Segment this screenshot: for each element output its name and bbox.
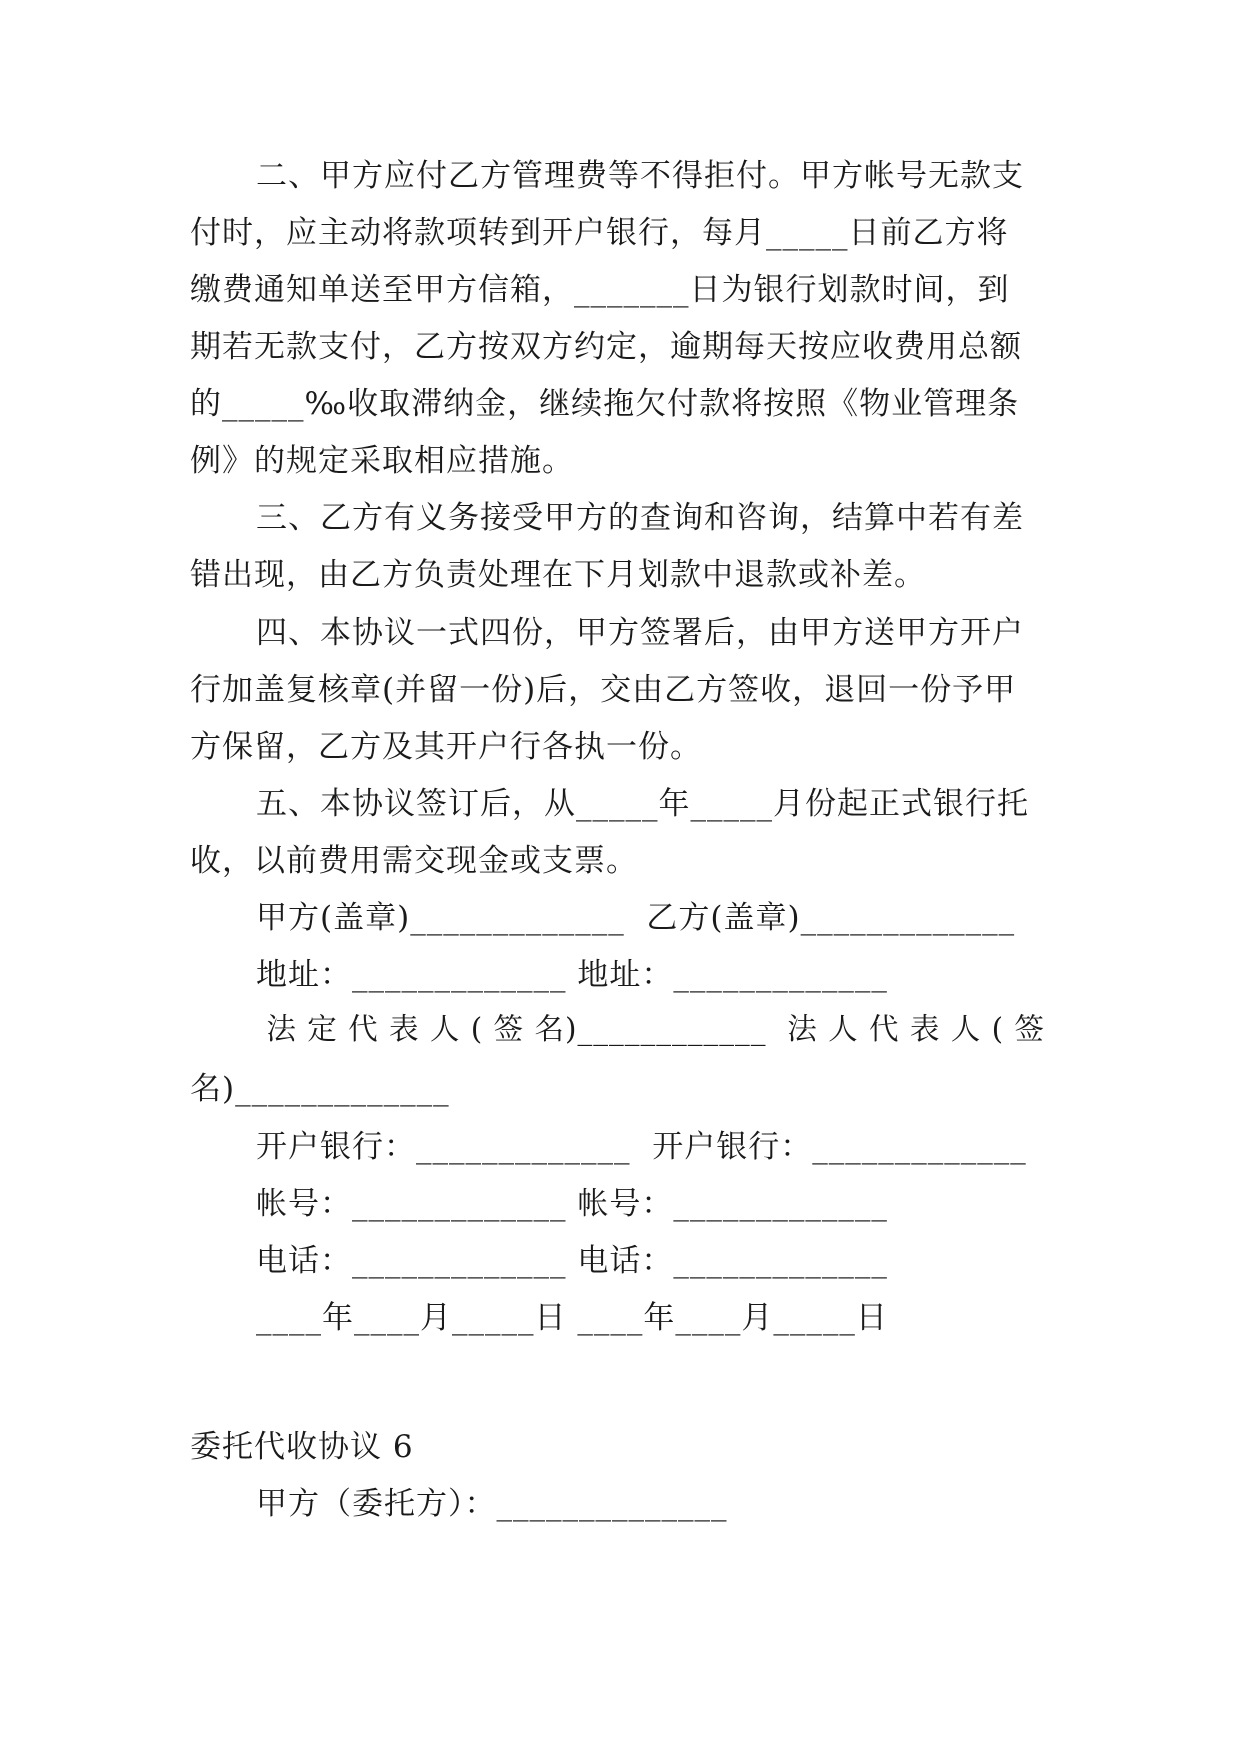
paragraph-2-line-4: 期若无款支付，乙方按双方约定，逾期每天按应收费用总额 bbox=[190, 329, 1022, 365]
signature-representative-line-2: 名)_____________ bbox=[190, 1071, 450, 1107]
signature-address-line: 地址：_____________ 地址：_____________ bbox=[256, 957, 888, 993]
paragraph-5-line-2: 收，以前费用需交现金或支票。 bbox=[190, 843, 638, 879]
paragraph-4-line-1: 四、本协议一式四份，甲方签署后，由甲方送甲方开户 bbox=[256, 615, 1024, 651]
paragraph-2-line-6: 例》的规定采取相应措施。 bbox=[190, 443, 574, 479]
paragraph-4-line-3: 方保留，乙方及其开户行各执一份。 bbox=[190, 729, 702, 765]
paragraph-3-line-2: 错出现，由乙方负责处理在下月划款中退款或补差。 bbox=[190, 557, 926, 593]
paragraph-3-line-1: 三、乙方有义务接受甲方的查询和咨询，结算中若有差 bbox=[256, 500, 1024, 536]
signature-seal-line: 甲方(盖章)_____________ 乙方(盖章)_____________ bbox=[256, 900, 1016, 936]
paragraph-4-line-2: 行加盖复核章(并留一份)后，交由乙方签收，退回一份予甲 bbox=[190, 672, 1017, 708]
paragraph-2-line-1: 二、甲方应付乙方管理费等不得拒付。甲方帐号无款支 bbox=[256, 158, 1024, 194]
paragraph-2-line-5: 的_____‰收取滞纳金，继续拖欠付款将按照《物业管理条 bbox=[190, 386, 1020, 422]
signature-representative-line-1: 法 定 代 表 人 ( 签 名)____________ 法 人 代 表 人 ( 签 bbox=[256, 1012, 1046, 1046]
signature-account-line: 帐号：_____________ 帐号：_____________ bbox=[256, 1186, 888, 1222]
signature-bank-line: 开户银行：_____________ 开户银行：_____________ bbox=[256, 1129, 1027, 1165]
section-heading: 委托代收协议 6 bbox=[190, 1429, 414, 1465]
paragraph-2-line-3: 缴费通知单送至甲方信箱，_______日为银行划款时间，到 bbox=[190, 272, 1010, 308]
signature-phone-line: 电话：_____________ 电话：_____________ bbox=[256, 1243, 888, 1279]
paragraph-2-line-2: 付时，应主动将款项转到开户银行，每月_____日前乙方将 bbox=[190, 215, 1009, 251]
party-a-line: 甲方（委托方）：______________ bbox=[256, 1486, 728, 1522]
signature-date-line: ____年____月_____日 ____年____月_____日 bbox=[256, 1300, 888, 1336]
paragraph-5-line-1: 五、本协议签订后，从_____年_____月份起正式银行托 bbox=[256, 786, 1029, 822]
